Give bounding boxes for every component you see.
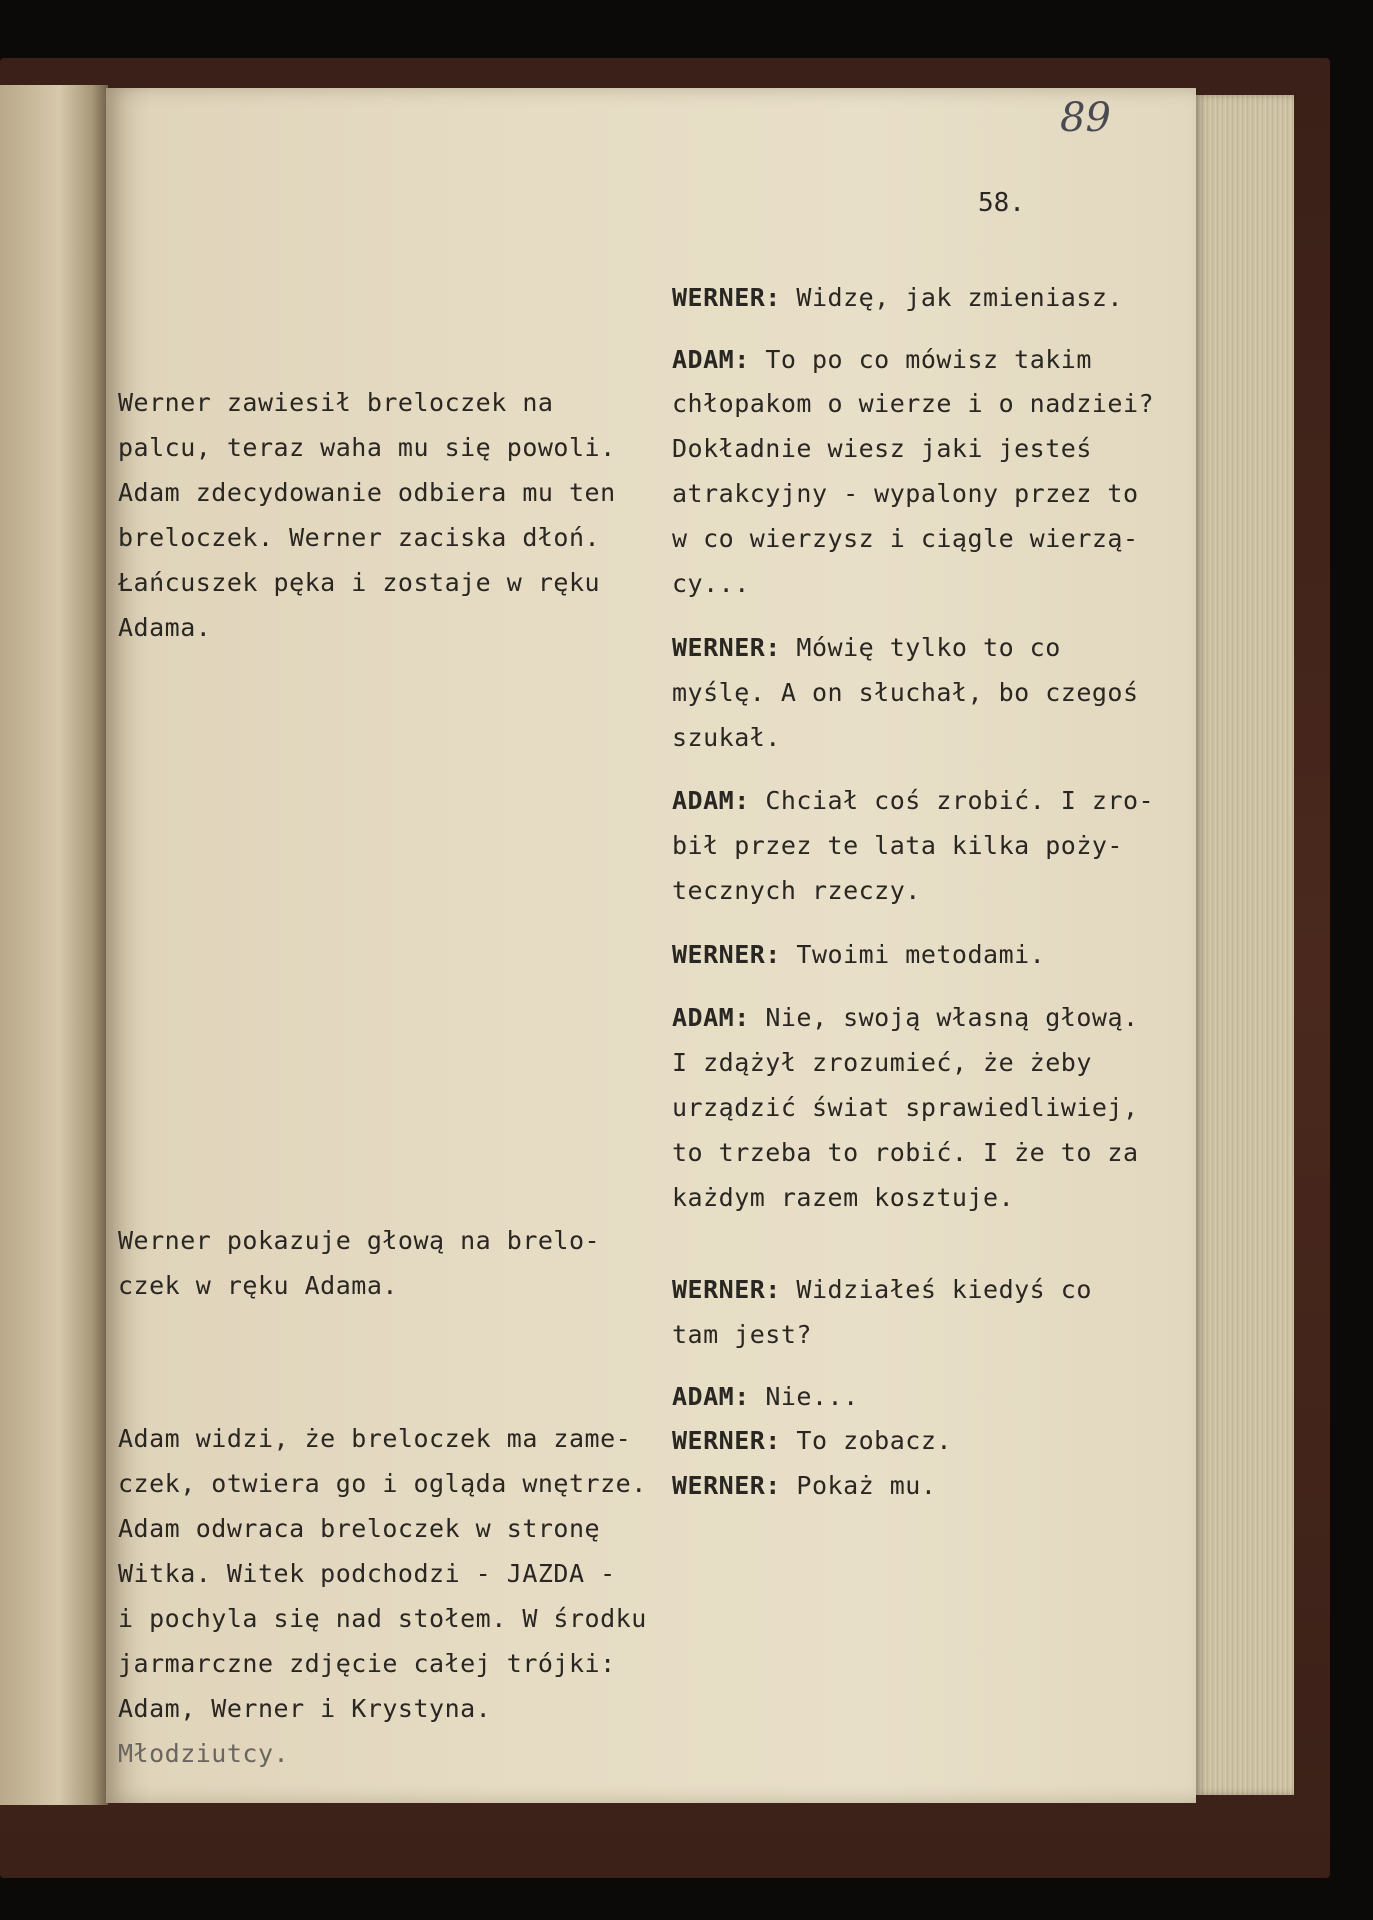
dialogue-line bbox=[672, 1275, 1092, 1304]
stage-direction-line: Adam odwraca breloczek w stronę bbox=[118, 1514, 601, 1543]
stage-direction-line: i pochyla się nad stołem. W środku bbox=[118, 1604, 647, 1633]
dialogue-line bbox=[672, 723, 781, 752]
speaker-name: WERNER: bbox=[672, 1471, 781, 1500]
left-page-edge bbox=[0, 85, 108, 1805]
dialogue-line bbox=[672, 1093, 1139, 1122]
page-block-edges bbox=[1194, 95, 1294, 1795]
speaker-name: ADAM: bbox=[672, 345, 750, 374]
dialogue-text: każdym razem kosztuje. bbox=[672, 1183, 1015, 1212]
dialogue-line bbox=[672, 1003, 1139, 1032]
dialogue-text: I zdążył zrozumieć, że żeby bbox=[672, 1048, 1092, 1077]
stage-direction-line: palcu, teraz waha mu się powoli. bbox=[118, 433, 616, 462]
dialogue-line bbox=[672, 389, 1154, 418]
dialogue-text: To zobacz. bbox=[780, 1426, 952, 1455]
dialogue-line bbox=[672, 831, 1123, 860]
stage-direction-line: Adam zdecydowanie odbiera mu ten bbox=[118, 478, 616, 507]
stage-direction-line: breloczek. Werner zaciska dłoń. bbox=[118, 523, 601, 552]
stage-direction-line: czek, otwiera go i ogląda wnętrze. bbox=[118, 1469, 647, 1498]
stage-direction-line: Adam widzi, że breloczek ma zame- bbox=[118, 1424, 632, 1453]
speaker-name: WERNER: bbox=[672, 940, 781, 969]
dialogue-text: chłopakom o wierze i o nadziei? bbox=[672, 389, 1155, 418]
speaker-name: WERNER: bbox=[672, 1426, 781, 1455]
dialogue-line bbox=[672, 940, 1045, 969]
handwritten-page-number: 89 bbox=[1060, 95, 1111, 141]
dialogue-line bbox=[672, 1382, 859, 1411]
dialogue-text: bił przez te lata kilka poży- bbox=[672, 831, 1123, 860]
speaker-name: ADAM: bbox=[672, 786, 750, 815]
dialogue-text: Chciał coś zrobić. I zro- bbox=[749, 786, 1155, 815]
dialogue-line bbox=[672, 1320, 812, 1349]
dialogue-text: tam jest? bbox=[672, 1320, 812, 1349]
dialogue-text: To po co mówisz takim bbox=[749, 345, 1092, 374]
stage-direction-line: Witka. Witek podchodzi - JAZDA - bbox=[118, 1559, 616, 1588]
speaker-name: WERNER: bbox=[672, 633, 781, 662]
dialogue-line bbox=[672, 569, 750, 598]
dialogue-text: Nie, swoją własną głową. bbox=[749, 1003, 1139, 1032]
stage-direction-line: Adama. bbox=[118, 613, 212, 642]
dialogue-line bbox=[672, 786, 1154, 815]
speaker-name: ADAM: bbox=[672, 1003, 750, 1032]
stage-direction-line: Młodziutcy. bbox=[118, 1739, 290, 1768]
speaker-name: WERNER: bbox=[672, 1275, 781, 1304]
dialogue-line bbox=[672, 876, 921, 905]
speaker-name: WERNER: bbox=[672, 283, 781, 312]
dialogue-line bbox=[672, 678, 1139, 707]
dialogue-text: tecznych rzeczy. bbox=[672, 876, 921, 905]
stage-direction-line: Łańcuszek pęka i zostaje w ręku bbox=[118, 568, 601, 597]
dialogue-text: Twoimi metodami. bbox=[780, 940, 1046, 969]
dialogue-line bbox=[672, 1138, 1139, 1167]
dialogue-line bbox=[672, 633, 1061, 662]
dialogue-text: w co wierzysz i ciągle wierzą- bbox=[672, 524, 1139, 553]
dialogue-text: Dokładnie wiesz jaki jesteś bbox=[672, 434, 1092, 463]
dialogue-text: Mówię tylko to co bbox=[780, 633, 1061, 662]
stage-direction-line: czek w ręku Adama. bbox=[118, 1271, 398, 1300]
dialogue-line bbox=[672, 1183, 1014, 1212]
speaker-name: ADAM: bbox=[672, 1382, 750, 1411]
dialogue-line bbox=[672, 283, 1123, 312]
dialogue-line bbox=[672, 1471, 936, 1500]
dialogue-text: Nie... bbox=[749, 1382, 859, 1411]
dialogue-text: atrakcyjny - wypalony przez to bbox=[672, 479, 1139, 508]
dialogue-text: to trzeba to robić. I że to za bbox=[672, 1138, 1139, 1167]
dialogue-line bbox=[672, 434, 1092, 463]
stage-direction-line: Werner pokazuje głową na brelo- bbox=[118, 1226, 601, 1255]
dialogue-line bbox=[672, 524, 1139, 553]
dialogue-text: szukał. bbox=[672, 723, 781, 752]
dialogue-text: myślę. A on słuchał, bo czegoś bbox=[672, 678, 1139, 707]
typed-page-number: 58. bbox=[978, 188, 1025, 218]
dialogue-text: cy... bbox=[672, 569, 750, 598]
dialogue-line bbox=[672, 345, 1092, 374]
dialogue-line bbox=[672, 1048, 1092, 1077]
stage-direction-line: jarmarczne zdjęcie całej trójki: bbox=[118, 1649, 616, 1678]
dialogue-line bbox=[672, 1426, 952, 1455]
stage-direction-line: Adam, Werner i Krystyna. bbox=[118, 1694, 492, 1723]
dialogue-text: Widzę, jak zmieniasz. bbox=[780, 283, 1123, 312]
dialogue-text: Pokaż mu. bbox=[780, 1471, 937, 1500]
dialogue-text: urządzić świat sprawiedliwiej, bbox=[672, 1093, 1139, 1122]
dialogue-text: Widziałeś kiedyś co bbox=[780, 1275, 1092, 1304]
stage-direction-line: Werner zawiesił breloczek na bbox=[118, 388, 554, 417]
dialogue-line bbox=[672, 479, 1139, 508]
